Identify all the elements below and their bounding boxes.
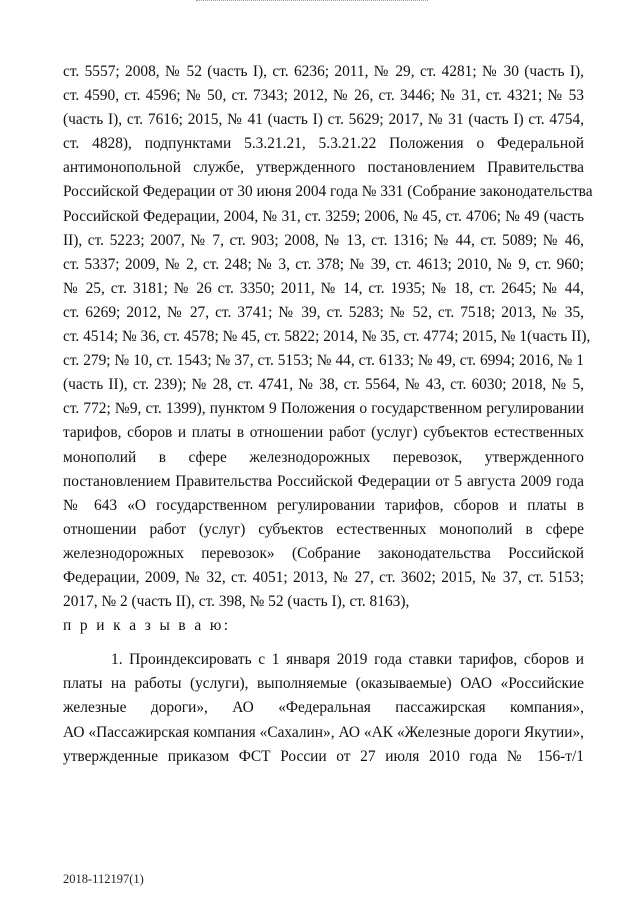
- document-body: [63, 60, 593, 769]
- text-line: отношении работ (услуг) субъектов естественных монополий в сфере: [63, 520, 584, 538]
- document-code-footer: 2018-112197(1): [63, 872, 144, 886]
- continuation-paragraph: [63, 60, 593, 614]
- order-word: п р и к а з ы в а ю:: [63, 617, 231, 635]
- text-line: утвержденные приказом ФСТ России от 27 июля 2010 года № 156-т/1: [63, 747, 584, 765]
- scan-top-mark: [196, 0, 428, 4]
- text-line: 2017, № 2 (часть II), ст. 398, № 52 (часть I), ст. 8163),: [63, 593, 410, 611]
- text-line: монополий в сфере железнодорожных перевозок, утвержденного: [63, 448, 584, 466]
- text-line: ст. 4828), подпунктами 5.3.21.21, 5.3.21.22 Положения о Федеральной: [63, 135, 584, 153]
- text-line: ст. 6269; 2012, № 27, ст. 3741; № 39, ст. 5283; № 52, ст. 7518; 2013, № 35,: [63, 303, 584, 321]
- text-line: ст. 5337; 2009, № 2, ст. 248; № 3, ст. 378; № 39, ст. 4613; 2010, № 9, ст. 960;: [63, 255, 584, 273]
- text-line: платы на работы (услуги), выполняемые (оказываемые) ОАО «Российские: [63, 675, 584, 693]
- text-line: ст. 4590, ст. 4596; № 50, ст. 7343; 2012, № 26, ст. 3446; № 31, ст. 4321; № 53: [63, 87, 584, 105]
- text-line: Федерации, 2009, № 32, ст. 4051; 2013, № 27, ст. 3602; 2015, № 37, ст. 5153;: [63, 568, 584, 586]
- text-line: (часть II), ст. 239); № 28, ст. 4741, № 38, ст. 5564, № 43, ст. 6030; 2018, № 5,: [63, 376, 584, 394]
- text-line: АО «Пассажирская компания «Сахалин», АО «АК «Железные дороги Якутии»,: [63, 723, 584, 741]
- text-line: антимонопольной службе, утвержденного постановлением Правительства: [63, 159, 584, 177]
- text-line: (часть I), ст. 7616; 2015, № 41 (часть I) ст. 5629; 2017, № 31 (часть I) ст. 4754,: [63, 111, 584, 129]
- text-line: II), ст. 5223; 2007, № 7, ст. 903; 2008, № 13, ст. 1316; № 44, ст. 5089; № 46,: [63, 231, 584, 249]
- text-line: железные дороги», АО «Федеральная пассажирская компания»,: [63, 699, 584, 717]
- text-line: № 643 «О государственном регулировании тарифов, сборов и платы в: [63, 496, 584, 514]
- text-line: Российской Федерации от 30 июня 2004 года № 331 (Собрание законодательства: [63, 183, 593, 201]
- text-line: железнодорожных перевозок» (Собрание законодательства Российской: [63, 544, 584, 562]
- text-line: ст. 772; №9, ст. 1399), пунктом 9 Положения о государственном регулировании: [63, 400, 584, 418]
- text-line: Российской Федерации, 2004, № 31, ст. 3259; 2006, № 45, ст. 4706; № 49 (часть: [63, 207, 584, 225]
- text-line: 1. Проиндексировать с 1 января 2019 года ставки тарифов, сборов и: [111, 651, 584, 669]
- text-line: ст. 4514; № 36, ст. 4578; № 45, ст. 5822; 2014, № 35, ст. 4774; 2015, № 1(часть II),: [63, 328, 591, 346]
- text-line: ст. 279; № 10, ст. 1543; № 37, ст. 5153; № 44, ст. 6133; № 49, ст. 6994; 2016, № 1: [63, 352, 584, 370]
- order-item-1: [63, 648, 584, 768]
- text-line: тарифов, сборов и платы в отношении работ (услуг) субъектов естественных: [63, 424, 584, 442]
- text-line: ст. 5557; 2008, № 52 (часть I), ст. 6236; 2011, № 29, ст. 4281; № 30 (часть I),: [63, 63, 584, 80]
- text-line: № 25, ст. 3181; № 26 ст. 3350; 2011, № 14, ст. 1935; № 18, ст. 2645; № 44,: [63, 279, 584, 297]
- text-line: постановлением Правительства Российской Федерации от 5 августа 2009 года: [63, 472, 584, 490]
